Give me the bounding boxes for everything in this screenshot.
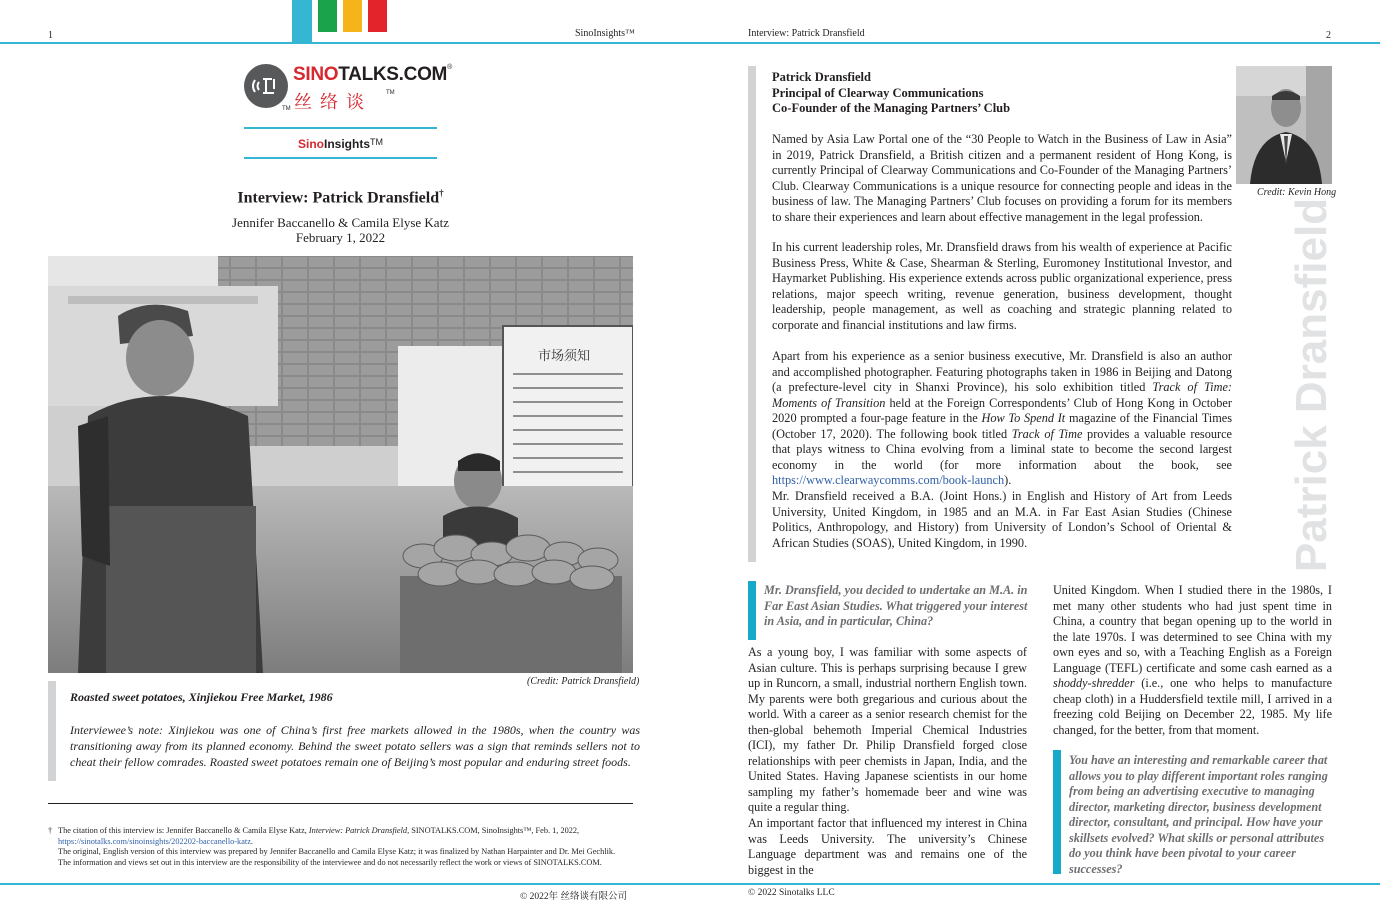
page-number-left: 1 xyxy=(48,30,53,41)
sinoinsights-rule-bottom xyxy=(244,157,437,159)
page-title: Interview: Patrick Dransfield† xyxy=(237,188,444,207)
portrait-credit: Credit: Kevin Hong xyxy=(1257,187,1337,198)
header-rule xyxy=(0,42,1380,44)
footnote-disclaimer: The information and views set out in this interview are the responsibility of the interviewee and do not necessarily reflect the work or views of SINOTALKS.COM. xyxy=(58,857,602,867)
vertical-name-watermark: Patrick Dransfield xyxy=(1287,197,1336,573)
answer-1-continued: United Kingdom. When I studied there in the 1980s, I met many other students who had just spent time in China, a country that began opening up to the world in the late 1970s. I was determined to see China with my own eyes and so, with a Teaching English as a Foreign Language (TEFL) certificate and some cash earned as a shoddy-shredder (i.e., one who helps to manufacture cheap cloth) in a Huddersfield textile mill, I arrived in a freezing cold Beijing on December 22, 1985. My life changed, for the better, from that moment. xyxy=(1053,583,1332,737)
caption-title: Roasted sweet potatoes, Xinjiekou Free Market, 1986 xyxy=(70,690,333,704)
sinoinsights-label: SinoInsights™ xyxy=(297,137,383,151)
answer-1-paragraph-2: An important factor that influenced my interest in China was Leeds University. The university’s Chinese Language department was and remains one of the biggest in the xyxy=(748,816,1027,877)
logo-mark-icon xyxy=(244,64,288,108)
footnote-rule xyxy=(48,803,633,804)
page-number-right: 2 xyxy=(1326,30,1331,41)
logo-chinese: 丝络谈 xyxy=(294,92,372,113)
question-1-block xyxy=(748,581,756,640)
bio-paragraph-1: Named by Asia Law Portal one of the “30 People to Watch in the Business of Law in Asia” in 2019, Patrick Dransfield, a British citizen and a permanent resident of Hong Kong, is currently Principal of Clearway Communications and Co-Founder of the Managing Partners’ Club. Clearway Communications is a unique resource for connecting people and ideas in the business of law. The Managing Partners’ Club focuses on providing a forum for its members to share their experiences and learn about effective management in the legal profession. xyxy=(772,132,1232,224)
swatch-yellow xyxy=(343,0,362,32)
photo-credit: (Credit: Patrick Dransfield) xyxy=(527,676,640,687)
bio-paragraph-4: Mr. Dransfield received a B.A. (Joint Hons.) in English and History of Art from Leeds University, United Kingdom, in 1985 and an M.A. in Far East Asian Studies (Chinese Politics, Anthropology, and History) from University of London’s School of Oriental & African Studies (SOAS), United Kingdom, in 1990. xyxy=(772,489,1232,550)
photo-caption xyxy=(48,681,641,781)
bio-role-1: Principal of Clearway Communications xyxy=(772,85,984,100)
sinotalks-logo[interactable] xyxy=(244,62,452,114)
footer-rule xyxy=(0,883,1380,885)
running-header-brand: SinoInsights™ xyxy=(575,28,635,39)
footnote-credits: The original, English version of this interview was prepared by Jennifer Baccanello and Camila Elyse Katz; it was finalized by Nathan Harpainter and Dr. Mei Gechlik. xyxy=(58,847,616,856)
bio-paragraph-3: Apart from his experience as a senior business executive, Mr. Dransfield is also an author and accomplished photographer. Featuring photographs taken in 1986 in Beijing and Datong (a prefecture-level city in Shanxi Province), his solo exhibition titled Track of Time: Moments of Transition held at the Foreign Correspondents’ Club of Hong Kong in October 2020 prompted a four-page feature in the How To Spend It magazine of the Financial Times (October 17, 2020). The following book titled Track of Time provides a valuable resource that plays witness to China evolving from a liminal state to become the second largest economy in the world (for more information about the book, see https://www.clearwaycomms.com/book-launch). xyxy=(772,349,1233,487)
authors: Jennifer Baccanello & Camila Elyse Katz xyxy=(232,215,449,230)
publication-date: February 1, 2022 xyxy=(295,230,386,245)
question-2-block xyxy=(1053,750,1061,874)
portrait-photo xyxy=(1236,66,1332,184)
logo-tm-left: TM xyxy=(282,106,291,112)
bio-role-2: Co-Founder of the Managing Partners’ Club xyxy=(772,101,1011,115)
swatch-green xyxy=(318,0,337,32)
sinoinsights-rule-top xyxy=(244,127,437,129)
bio-block xyxy=(748,66,1232,562)
logo-tm-right: TM xyxy=(386,90,395,96)
bio-name: Patrick Dransfield xyxy=(772,70,871,84)
footnote-dagger: † xyxy=(48,826,53,835)
footer-right: © 2022 Sinotalks LLC xyxy=(748,888,835,898)
bio-paragraph-2: In his current leadership roles, Mr. Dransfield draws from his wealth of experience at Pacific Business Press, White & Case, Shearman & Sterling, Euromoney Institutional Investor, and Haymarket Publishing. His experience extends across public organizational experience, press relations, major speech writing, revenue generation, business development, thought leadership, people management, as well as coaching and strategic planning related to corporate and financial institutions and law firms. xyxy=(772,240,1232,332)
market-photo xyxy=(48,256,633,673)
book-launch-link[interactable]: https://www.clearwaycomms.com/book-launch xyxy=(772,473,1005,487)
question-2: You have an interesting and remarkable career that allows you to play different important roles ranging from being an advertising executive to managing director, marketing director, business development director, consultant, and principal. How have your skillsets evolved? What skills or personal attributes do you think have been pivotal to your career successes? xyxy=(1069,753,1328,876)
running-header-title: Interview: Patrick Dransfield xyxy=(748,28,865,39)
bio-heading xyxy=(772,70,1010,117)
market-sign-title: 市场须知 xyxy=(538,349,591,364)
footnote-link[interactable]: https://sinotalks.com/sinoinsights/202202-baccanello-katz xyxy=(58,836,251,846)
question-1: Mr. Dransfield, you decided to undertake an M.A. in Far East Asian Studies. What triggered your interest in Asia, and in particular, China? xyxy=(764,583,1028,628)
footer-left: © 2022年 丝络谈有限公司 xyxy=(520,892,627,902)
logo-wordmark: SINOTALKS.COM® xyxy=(293,64,452,85)
swatch-blue xyxy=(292,0,312,44)
answer-1-paragraph-1: As a young boy, I was familiar with some aspects of Asian culture. This is perhaps surprising because I grew up in Runcorn, a small, industrial northern English town. My parents were both gregarious and curious about the world. With a career as a senior research chemist for the then-global behemoth Imperial Chemical Industries (ICI), my father Dr. Philip Dransfield forged close relationships with peer chemists in Japan, India, and the United States. Having Japanese scientists in our home sampling my father’s homemade beer and wine was quite a regular thing. xyxy=(748,645,1027,814)
footnote-citation: The citation of this interview is: Jennifer Baccanello & Camila Elyse Katz, Interview: Patrick Dransfield, SINOTALKS.COM, SinoInsights™, Feb. 1, 2022, xyxy=(58,826,580,835)
caption-body: Interviewee’s note: Xinjiekou was one of China’s first free markets allowed in the 1980s, when the country was transitioning away from its planned economy. Behind the sweet potato sellers was a sign that reminds sellers not to cheat their fellow comrades. Roasted sweet potatoes remain one of Beijing’s most popular and enduring street foods. xyxy=(70,723,640,769)
swatch-red xyxy=(368,0,387,32)
